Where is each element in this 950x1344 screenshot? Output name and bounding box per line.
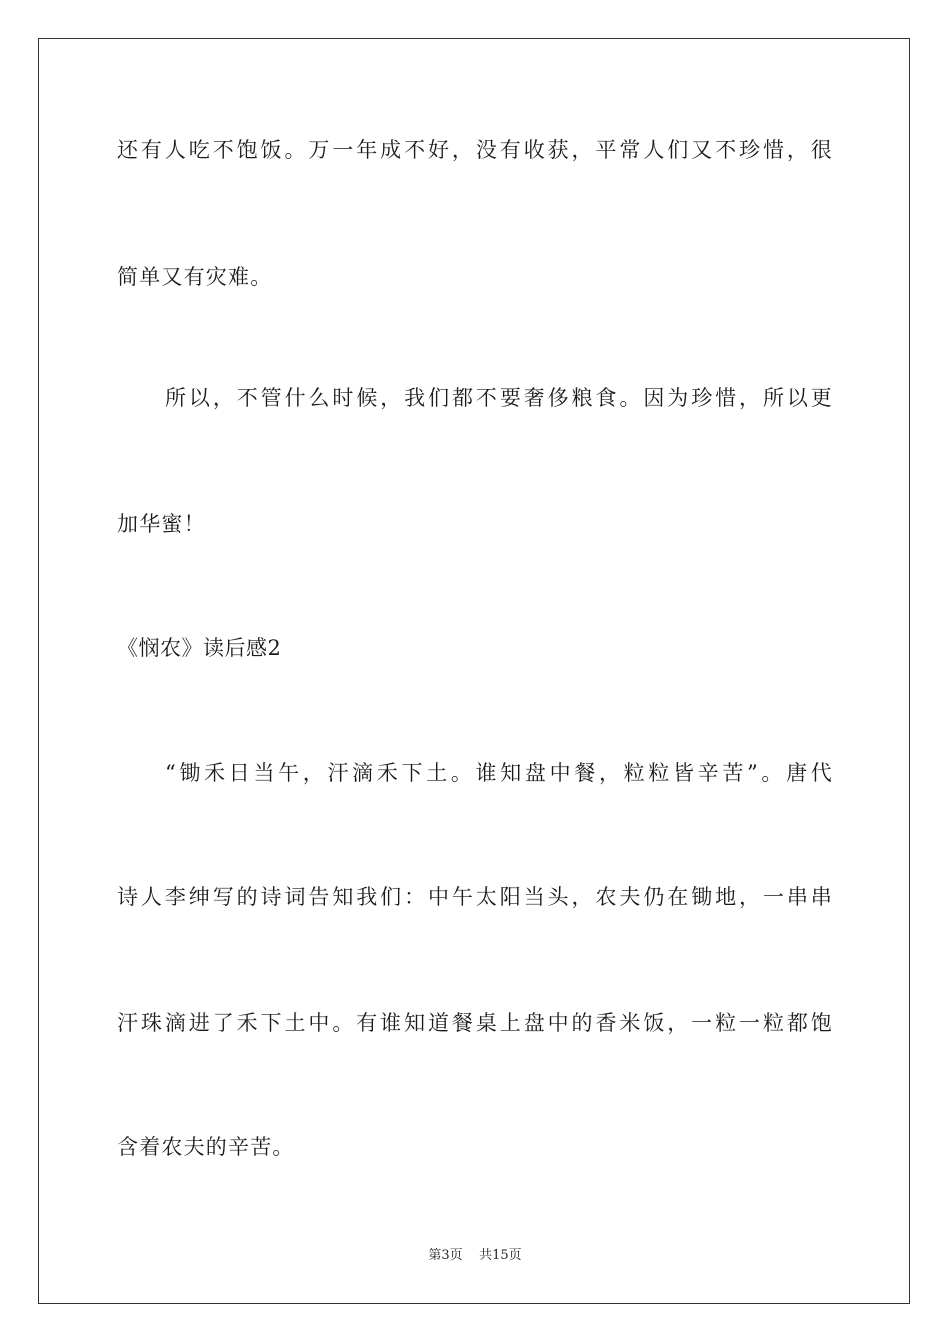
paragraph-line: “锄禾日当午，汗滴禾下土。谁知盘中餐，粒粒皆辛苦”。唐代 bbox=[165, 761, 833, 785]
paragraph-line: 简单又有灾难。 bbox=[117, 265, 273, 289]
paragraph-line: 所以，不管什么时候，我们都不要奢侈粮食。因为珍惜，所以更 bbox=[165, 386, 833, 410]
page-footer bbox=[0, 1247, 950, 1265]
paragraph-line: 还有人吃不饱饭。万一年成不好，没有收获，平常人们又不珍惜，很 bbox=[117, 138, 833, 162]
paragraph-line: 诗人李绅写的诗词告知我们：中午太阳当头，农夫仍在锄地，一串串 bbox=[117, 885, 833, 909]
page-total: 共15页 bbox=[479, 1248, 522, 1263]
page-number: 第3页 bbox=[428, 1248, 463, 1263]
page-border bbox=[38, 38, 910, 1304]
paragraph-line: 汗珠滴进了禾下土中。有谁知道餐桌上盘中的香米饭，一粒一粒都饱 bbox=[117, 1011, 833, 1035]
paragraph-line: 加华蜜！ bbox=[117, 512, 206, 536]
paragraph-line: 含着农夫的辛苦。 bbox=[117, 1135, 295, 1159]
section-heading: 《悯农》读后感2 bbox=[117, 636, 282, 660]
